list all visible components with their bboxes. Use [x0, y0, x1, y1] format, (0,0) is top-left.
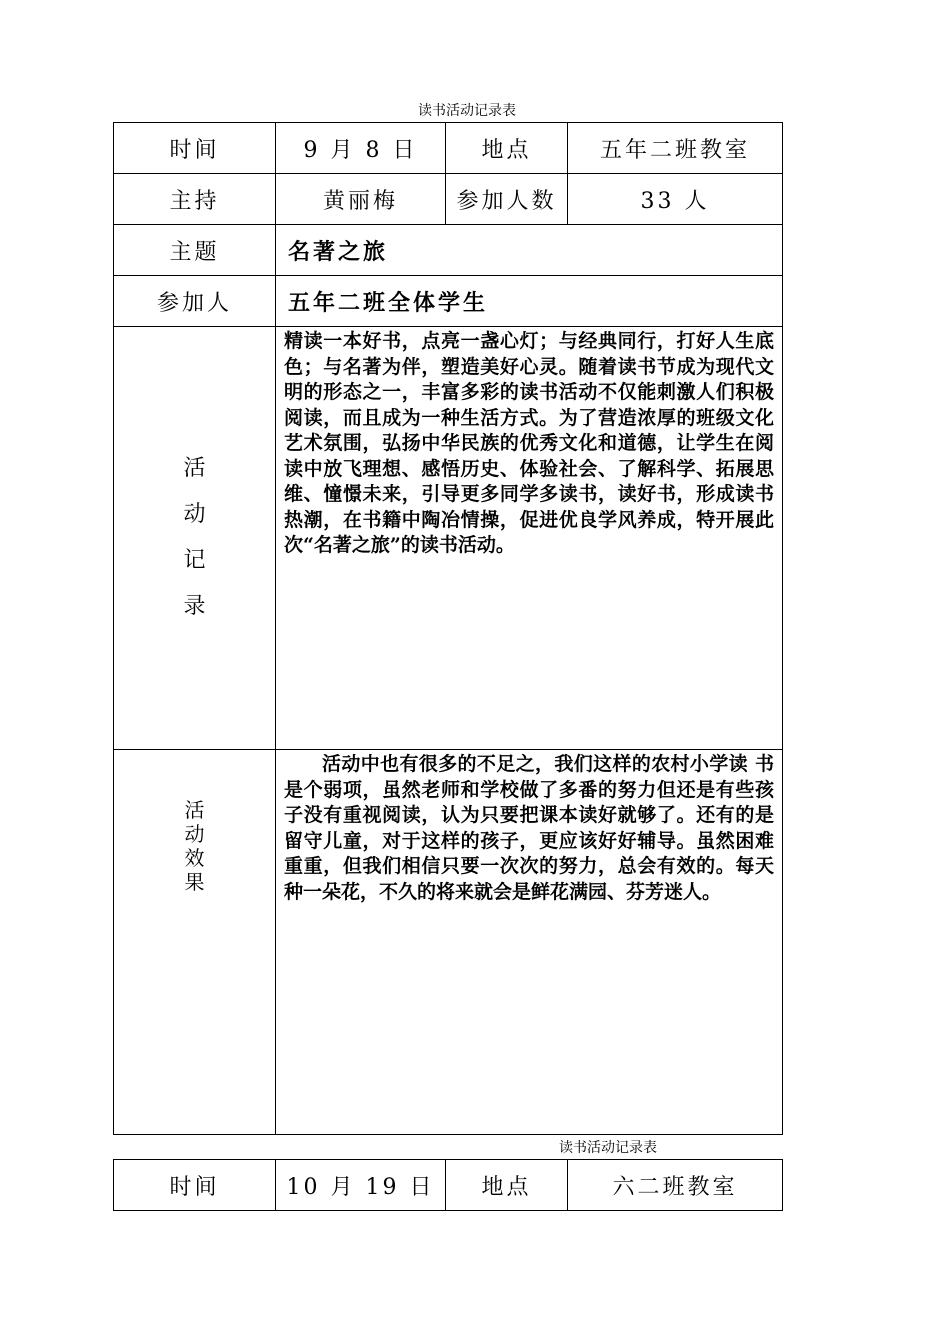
record-label-char: 活	[183, 456, 206, 481]
activity-effect-label	[114, 750, 276, 1135]
time-value: 10 月 19 日	[276, 1160, 446, 1211]
reading-activity-record-table	[113, 122, 783, 1135]
participants-label: 参加人	[114, 276, 276, 327]
place-value: 五年二班教室	[568, 123, 783, 174]
table2-caption: 读书活动记录表	[559, 1140, 657, 1156]
time-label: 时间	[114, 123, 276, 174]
theme-value: 名著之旅	[276, 225, 783, 276]
activity-effect-cell	[276, 750, 783, 1135]
participant-count-label: 参加人数	[446, 174, 568, 225]
host-value: 黄丽梅	[276, 174, 446, 225]
activity-record-cell	[276, 327, 783, 750]
theme-label: 主题	[114, 225, 276, 276]
effect-label-char: 动	[184, 822, 205, 846]
activity-effect-text: 活动中也有很多的不足之，我们这样的农村小学读 书是个弱项，虽然老师和学校做了多番的努力但还是有些孩子没有重视阅读，认为只要把课本读好就够了。还有的是留守儿童，对于这样的孩子，更应该好好辅导。虽然困难重重，但我们相信只要一次次的努力，总会有效的。每天种一朵花，不久的将来就会是鲜花满园、芬芳迷人。	[284, 753, 774, 903]
host-label: 主持	[114, 174, 276, 225]
record-label-char: 动	[183, 502, 206, 527]
record-label-char: 记	[183, 548, 206, 573]
activity-record-label	[114, 327, 276, 750]
table1-caption: 读书活动记录表	[418, 103, 516, 119]
reading-activity-record-table-2	[113, 1159, 783, 1211]
record-label-char: 录	[183, 594, 206, 619]
time-label: 时间	[114, 1160, 276, 1211]
place-label: 地点	[446, 1160, 568, 1211]
time-value: 9 月 8 日	[276, 123, 446, 174]
place-value: 六二班教室	[568, 1160, 783, 1211]
effect-label-char: 活	[184, 798, 205, 822]
participants-value: 五年二班全体学生	[276, 276, 783, 327]
activity-record-text: 精读一本好书，点亮一盏心灯；与经典同行，打好人生底色；与名著为伴，塑造美好心灵。随着读书节成为现代文明的形态之一，丰富多彩的读书活动不仅能刺激人们积极阅读，而且成为一种生活方式。为了营造浓厚的班级文化艺术氛围，弘扬中华民族的优秀文化和道德，让学生在阅读中放飞理想、感悟历史、体验社会、了解科学、拓展思维、憧憬未来，引导更多同学多读书，读好书，形成读书热潮，在书籍中陶冶情操，促进优良学风养成，特开展此次“名著之旅”的读书活动。	[284, 330, 774, 556]
effect-label-char: 果	[184, 870, 205, 894]
place-label: 地点	[446, 123, 568, 174]
participant-count-value: 33 人	[568, 174, 783, 225]
effect-label-char: 效	[184, 846, 205, 870]
